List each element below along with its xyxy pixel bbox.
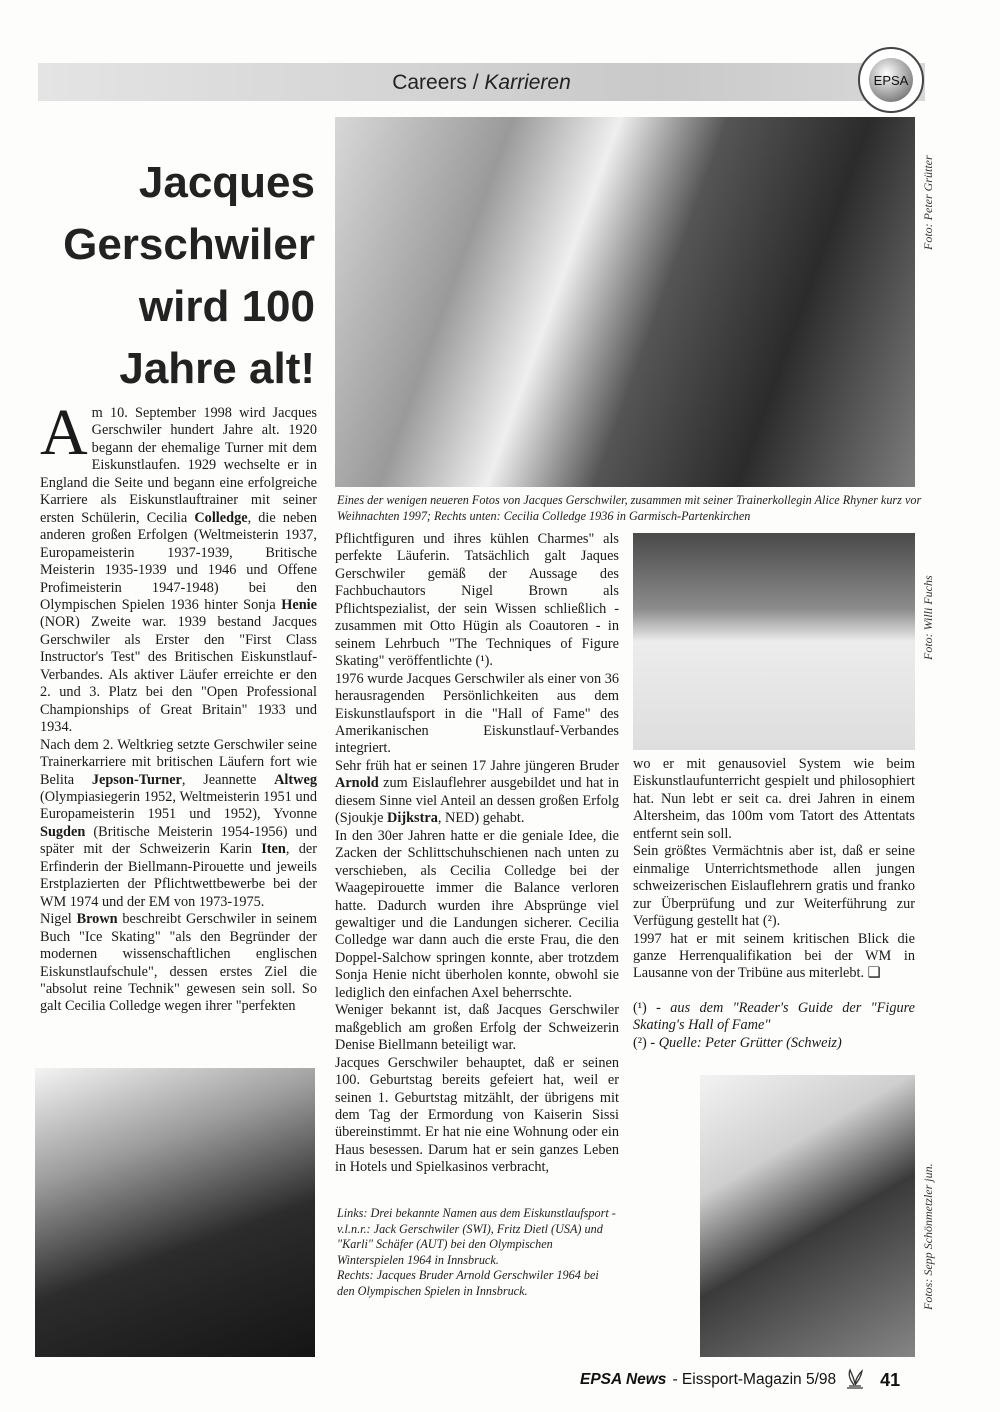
photo-arnold-gerschwiler [700, 1075, 915, 1357]
text-segment: (Britische Meisterin 1954-1956) und später mit der Schweizerin Karin [40, 823, 317, 858]
section-header-band [38, 63, 925, 101]
photo-caption: Eines der wenigen neueren Fotos von Jacques Gerschwiler, zusammen mit seiner Trainerkollegin Alice Rhyner kurz vor Weihnachten 1997; Rechts unten: Cecilia Colledge 1936 in Garmisch-Partenkirchen [337, 493, 922, 523]
headline [60, 152, 315, 400]
text-segment: (NOR) Zweite war. 1939 bestand Jacques Gerschwiler als Erster den "First Class Instructor's Test" des Britischen Eiskunstlauf-Verbandes. Als aktiver Läufer erreichte er den 2. und 3. Platz bei den "Open Professional Championships of Great Britain" 1933 und 1934. [40, 614, 317, 736]
section-title-de: Karrieren [484, 71, 571, 94]
logo-text: EPSA [869, 58, 913, 102]
photo-cecilia-colledge [633, 533, 915, 750]
text-column-1 [40, 396, 318, 1016]
photo-credit: Foto: Peter Grütter [921, 155, 935, 250]
text-segment: Sein größtes Vermächtnis aber ist, daß er seine einmalige Unterrichtsmethode allen jungen schweizerischen Eislauflehrern gratis und franko zur Überprüfung und zur Weiterführung zur Verfügung gestellt hat (²). [633, 843, 915, 930]
headline-line: wird 100 [138, 282, 315, 331]
footnote-text: aus dem "Reader's Guide der "Figure Skating's Hall of Fame" [633, 999, 916, 1034]
text-segment: Nigel [40, 911, 77, 928]
photo-credit: Fotos: Sepp Schönmetzler jun. [921, 1163, 935, 1310]
paragraph [335, 671, 619, 758]
paragraph [633, 931, 915, 983]
footnote-mark: (²) - [633, 1034, 659, 1051]
text-segment: wo er mit genausoviel System wie beim Eiskunstlaufunterricht gespielt und philosophiert hat. Nun lebt er seit ca. drei Jahren in einem Altersheim, das 100m vom Tatort des Attentats entfernt sein soll. [633, 756, 915, 842]
text-column-3 [633, 756, 915, 1052]
text-segment: m 10. September 1998 wird Jacques Gerschwiler hundert Jahre alt. 1920 begann der ehemalige Turner mit dem Eiskunstlaufen. 1929 wechselte er in England die Seite und begann eine erfolgreiche Karriere als Eiskunstlauftrainer mit seiner ersten Schülerin, Cecilia [40, 405, 317, 526]
epsa-logo [858, 47, 924, 113]
text-segment: 1997 hat er mit seinem kritischen Blick die ganze Herrenqualifikation bei der WM in Lausanne von der Tribüne aus miterlebt. ❑ [633, 930, 915, 982]
footnote [633, 1000, 915, 1035]
headline-line: Jahre alt! [119, 344, 315, 393]
text-segment: (Olympiasiegerin 1952, Weltmeisterin 1951 und Europameisterin 1951 und 1952), Yvonne [40, 788, 317, 823]
bold-name: Dijkstra [387, 810, 438, 827]
section-title [38, 71, 925, 95]
text-segment: Nach dem 2. Weltkrieg setzte Gerschwiler seine Trainerkarriere mit britischen Läufern fort wie Belita [40, 736, 317, 788]
paragraph [335, 758, 619, 828]
paragraph [335, 828, 619, 1003]
caption-left-photo: Links: Drei bekannte Namen aus dem Eiskunstlaufsport - v.l.n.r.: Jack Gerschwiler (SWI), Fritz Dietl (USA) und "Karli" Schäfer (AUT) bei den Olympischen Winterspielen 1964 in Innsbruck. [337, 1206, 616, 1267]
text-segment: , die neben anderen großen Erfolgen (Weltmeisterin 1937, Europameisterin 1937-1939, Britische Meisterin 1935-1939 und 1946 und Offene Profimeisterin 1947-1948) bei den Olympischen Spielen 1936 hinter Sonja [40, 509, 317, 613]
paragraph [633, 843, 915, 930]
photo-three-skating-names [35, 1068, 315, 1357]
paragraph [40, 911, 317, 1016]
photo-gerschwiler-rhyner [335, 117, 915, 487]
text-segment: zum Eislauflehrer ausgebildet und hat in diesem Sinne viel Anteil an dessen großen Erfolg (Sjoukje [335, 775, 619, 827]
bold-name: Sugden [40, 823, 86, 840]
drop-cap: A [40, 396, 88, 469]
footnote-text: Quelle: Peter Grütter (Schweiz) [658, 1034, 842, 1051]
headline-line: Jacques [138, 158, 315, 207]
caption-right-photo: Rechts: Jacques Bruder Arnold Gerschwiler 1964 bei den Olympischen Spielen in Innsbruck. [337, 1268, 599, 1298]
bold-name: Henie [281, 596, 317, 613]
text-segment: 1976 wurde Jacques Gerschwiler als einer von 36 herausragenden Persönlichkeiten aus dem Eiskunstlaufsport in die "Hall of Fame" des Amerikanischen Eiskunstlauf-Verbandes integriert. [335, 670, 619, 757]
paragraph [335, 531, 619, 671]
footnote-mark: (¹) - [633, 999, 671, 1016]
paragraph [335, 1002, 619, 1054]
text-segment: Weniger bekannt ist, daß Jacques Gerschwiler maßgeblich am großen Erfolg der Schweizerin Denise Biellmann beteiligt war. [335, 1002, 619, 1054]
bold-name: Jepson-Turner [91, 771, 182, 788]
paragraph [40, 737, 317, 912]
paragraph [633, 756, 915, 843]
text-segment: beschreibt Gerschwiler in seinem Buch "Ice Skating" "als den Begründer der modernen wissenschaftlichen englischen Eiskunstlaufschule", dessen erstes Ziel die "absolut reine Technik" gewesen sein soll. So galt Cecilia Colledge wegen ihrer "perfekten [40, 911, 318, 1015]
text-column-2 [335, 531, 619, 1177]
text-segment: Jacques Gerschwiler behauptet, daß er seinen 100. Geburtstag bereits gefeiert hat, weil er seinen 1. Geburtstag mitzählt, der übrigens mit dem Tag der Ermordung von Kaiserin Sissi übereinstimmt. Er hat nie eine Wohnung oder ein Haus besessen. Darum hat er sein ganzes Leben in Hotels und Spielkasinos verbracht, [335, 1054, 619, 1176]
bold-name: Arnold [335, 775, 379, 792]
page-footer [580, 1368, 920, 1392]
bold-name: Brown [76, 911, 118, 928]
photo-credit: Foto: Willi Fuchs [921, 575, 935, 660]
skate-emblem-icon [842, 1368, 868, 1392]
footnote [633, 1035, 915, 1052]
text-segment: Sehr früh hat er seinen 17 Jahre jüngeren Bruder [335, 757, 619, 774]
text-segment: , NED) gehabt. [437, 810, 525, 827]
magazine-name: EPSA News [580, 1371, 667, 1388]
page-number: 41 [880, 1369, 901, 1390]
bold-name: Colledge [194, 509, 248, 526]
bold-name: Altweg [274, 771, 317, 788]
text-segment: In den 30er Jahren hatte er die geniale Idee, die Zacken der Schlittschuhschienen nach unten zu verschieben, als Cecilia Colledge bei der Waagepirouette immer die Balance verloren hatte. Dadurch wurden ihre Absprünge viel gewaltiger und die Landungen sicherer. Cecilia Colledge war dann auch die erste Frau, die den Doppel-Salchow springen konnte, aber trotzdem Sonja Henie nicht überholen konnte, obwohl sie lediglich den einfachen Axel beherrschte. [335, 827, 619, 1001]
bottom-caption [337, 1206, 619, 1300]
text-segment: Pflichtfiguren und ihres kühlen Charmes" als perfekte Läuferin. Tatsächlich galt Jaques Gerschwiler gemäß der Aussage des Fachbuchautors Nigel Brown als Pflichtspezialist, der sein Wissen schließlich - zusammen mit Otto Hügin als Coautoren - in seinem Lehrbuch "The Techniques of Figure Skating" veröffentlichte (¹). [335, 531, 619, 670]
text-segment: , der Erfinderin der Biellmann-Pirouette und jeweils Erstplazierten der Pflichtwettbewerbe bei der WM 1974 und der EM von 1973-1975. [40, 841, 317, 910]
headline-line: Gerschwiler [63, 220, 315, 269]
text-segment: , Jeannette [181, 771, 275, 788]
paragraph [335, 1055, 619, 1177]
magazine-issue: - Eissport-Magazin 5/98 [672, 1371, 837, 1388]
section-title-en: Careers / [392, 71, 485, 94]
bold-name: Iten [261, 841, 286, 858]
